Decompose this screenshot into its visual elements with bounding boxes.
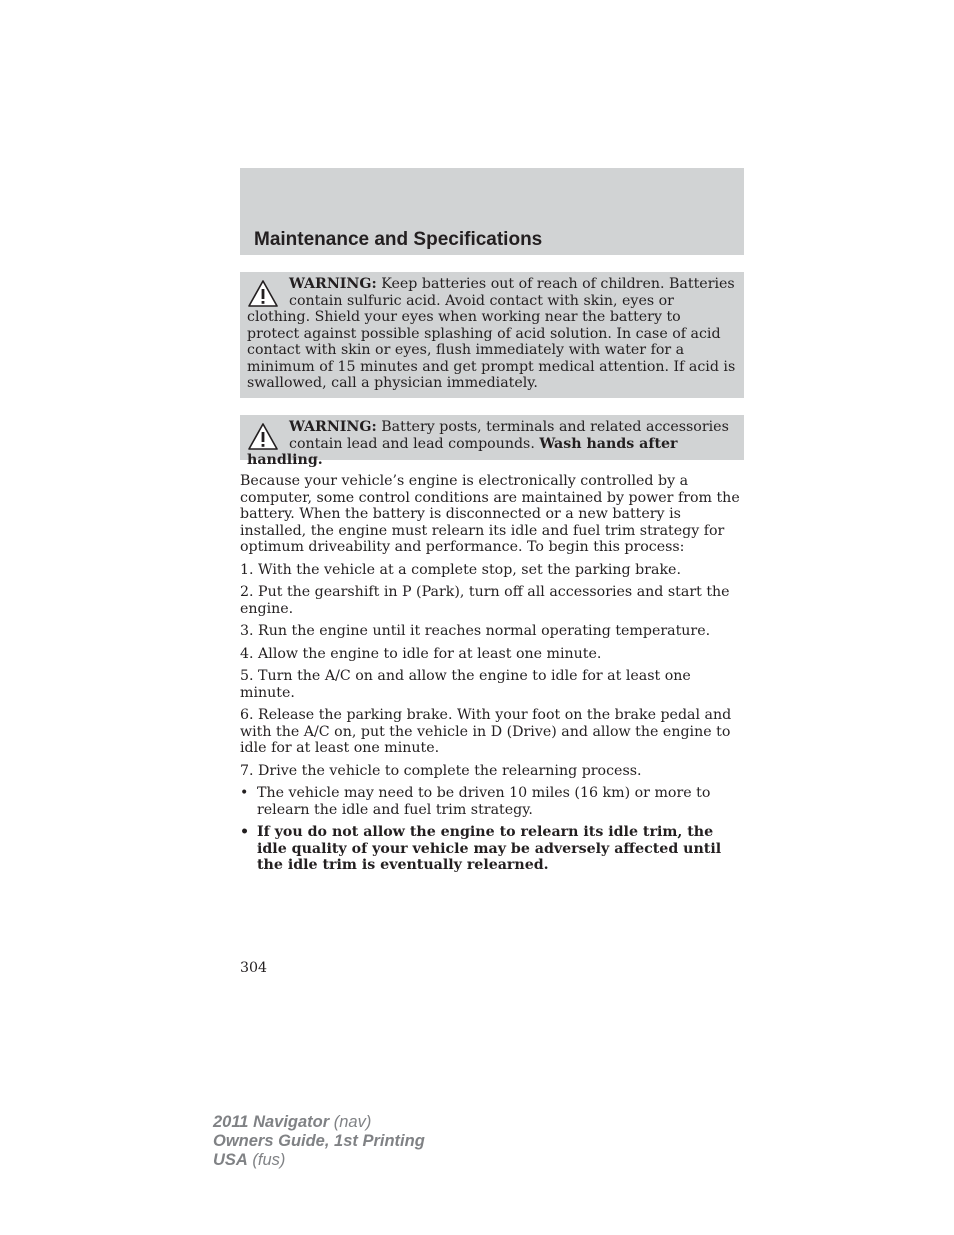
warning-text: Battery posts, terminals and related accessories contain lead and lead compounds. <box>289 419 729 452</box>
step-item: 1. With the vehicle at a complete stop, set the parking brake. <box>240 561 681 578</box>
warning-triangle-icon <box>247 422 279 452</box>
footer-model-code: (nav) <box>329 1113 372 1131</box>
bullet-item <box>240 785 746 818</box>
body-text <box>240 473 746 880</box>
footer-market-code: (fus) <box>247 1151 286 1169</box>
warning-box-lead <box>240 415 744 468</box>
bullet-text: If you do not allow the engine to relearn its idle trim, the idle quality of your vehicle may be adversely affected until the idle trim is eventually relearned. <box>257 824 722 873</box>
warning-triangle-icon <box>247 279 279 309</box>
bullet-item <box>240 824 746 874</box>
bullet-dot: • <box>240 785 249 801</box>
intro-paragraph: Because your vehicle’s engine is electronically controlled by a computer, some control conditions are maintained by power from the battery. When the battery is disconnected or a new battery is installed, the engine must relearn its idle and fuel trim strategy for optimum driveability and performance. To begin this process: <box>240 473 740 555</box>
step-item: 3. Run the engine until it reaches normal operating temperature. <box>240 623 711 639</box>
bullet-text: The vehicle may need to be driven 10 miles (16 km) or more to relearn the idle and fuel trim strategy. <box>257 785 711 818</box>
step-item: 5. Turn the A/C on and allow the engine to idle for at least one minute. <box>240 668 691 701</box>
section-title: Maintenance and Specifications <box>254 229 543 250</box>
warning-text: Keep batteries out of reach of children. Batteries contain sulfuric acid. Avoid contact with skin, eyes or clothing. Shield your eyes when working near the battery to protect against possible splashing of acid solution. In case of acid contact with skin or eyes, flush immediately with water for a minimum of 15 minutes and get prompt medical attention. If acid is swallowed, call a physician immediately. <box>247 276 736 391</box>
section-header-band <box>240 168 744 255</box>
warning-lead: WARNING: <box>289 276 377 292</box>
bullet-dot: • <box>240 824 250 840</box>
step-item: 7. Drive the vehicle to complete the relearning process. <box>240 762 642 779</box>
warning-box-acid <box>240 272 744 398</box>
step-item: 2. Put the gearshift in P (Park), turn off all accessories and start the engine. <box>240 584 730 617</box>
footer-imprint <box>213 1113 425 1170</box>
footer-edition: Owners Guide, 1st Printing <box>213 1132 425 1150</box>
footer-model: 2011 Navigator <box>213 1113 330 1131</box>
warning-lead: WARNING: <box>289 419 377 435</box>
warning-bold-tail: Wash hands after handling. <box>247 435 678 468</box>
footer-market: USA <box>213 1151 248 1169</box>
step-item: 4. Allow the engine to idle for at least one minute. <box>240 645 602 662</box>
step-item: 6. Release the parking brake. With your foot on the brake pedal and with the A/C on, put the vehicle in D (Drive) and allow the engine to idle for at least one minute. <box>240 707 732 756</box>
page-number: 304 <box>240 960 268 976</box>
